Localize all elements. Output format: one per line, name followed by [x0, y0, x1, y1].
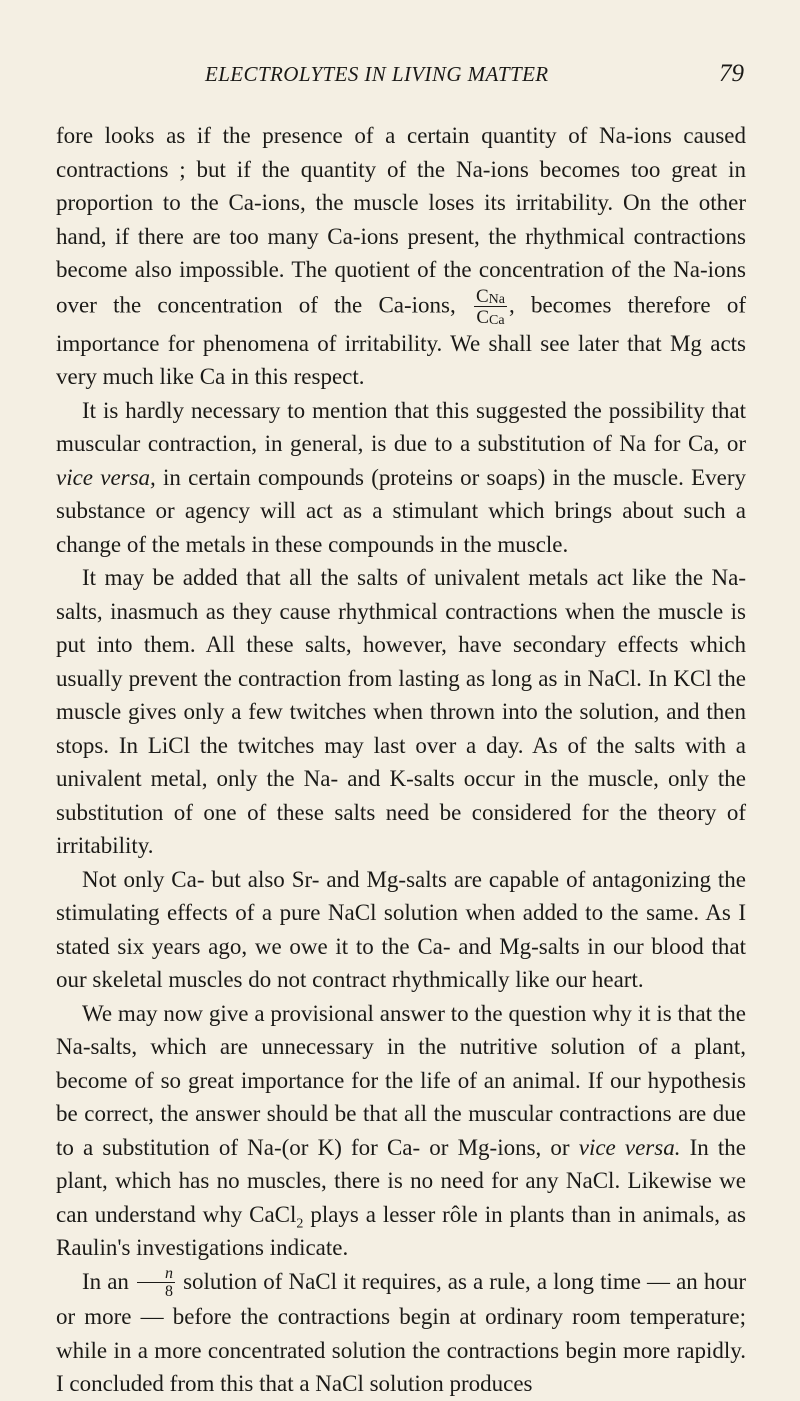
paragraph-4: Not only Ca- but also Sr- and Mg-salts are capable of antagonizing the stimulating effects of a pure NaCl solution when added to the same. As I stated six years ago, we owe it to the Ca- and Mg-salts in our blood that our skeletal muscles do not contract rhythmically like our heart.: [56, 866, 746, 992]
paragraph-2-italic: vice versa,: [56, 464, 156, 490]
quotient-denominator: [474, 307, 507, 327]
normality-fraction: [137, 1266, 175, 1300]
paragraph-5-text-a: We may now give a provisional answer to the question why it is that the Na-salts, which are unnecessary in the nutritive solution of a plant, become of so great importance for the life of an animal. If our hypothesis be correct, the answer should be that all the muscular contractions are due to a substitution of Na-(or K) for Ca- or Mg-ions, or: [56, 1000, 746, 1160]
paragraph-6-text-a: In an: [82, 1268, 129, 1294]
page-header: [0, 62, 800, 96]
normality-denominator: 8: [165, 1283, 173, 1301]
quotient-denominator-symbol: C: [476, 306, 490, 328]
page-number: 79: [719, 60, 744, 87]
paragraph-5: [56, 997, 746, 1265]
normality-numerator: n: [137, 1266, 175, 1283]
paragraph-1-text-a: fore looks as if the presence of a certain quantity of Na-ions caused contractions ; but if the quantity of the Na-ions becomes too great in proportion to the Ca-ions, the muscle loses its irritability. On the other hand, if there are too many Ca-ions present, the rhythmical contractions become also impossible. The quotient of the concentration of the Na-ions over the concentration of the Ca-ions,: [56, 123, 746, 317]
paragraph-6-text-b: solution of NaCl it requires, as a rule, a long time — an hour or more — before the contractions begin at ordinary room temperature; while in a more concentrated solution the contractions begin more rapidly. I concluded from this that a NaCl solution produces: [56, 1268, 746, 1397]
paragraph-1-text-b: , becomes therefore of importance for phenomena of irritability. We shall see later that Mg acts very much like Ca in this respect.: [56, 291, 747, 389]
quotient-numerator-subscript: Na: [488, 291, 505, 307]
paragraph-1: [56, 119, 746, 394]
paragraph-5-italic: vice versa.: [578, 1134, 681, 1160]
body-text: [56, 119, 746, 1401]
paragraph-2-text-a: It is hardly necessary to mention that this suggested the possibility that muscular contraction, in general, is due to a substitution of Na for Ca, or: [56, 397, 746, 456]
paragraph-5-text-b: In the plant, which has no muscles, there is no need for any NaCl. Likewise we can understand why CaCl: [56, 1134, 747, 1227]
paragraph-2: [56, 394, 746, 562]
quotient-numerator-symbol: C: [475, 285, 489, 307]
paragraph-6: [56, 1265, 746, 1401]
running-title: ELECTROLYTES IN LIVING MATTER: [205, 62, 549, 86]
paragraph-3: It may be added that all the salts of univalent metals act like the Na-salts, inasmuch as they cause rhythmical contractions when the muscle is put into them. All these salts, however, have secondary effects which usually prevent the contraction from lasting as long as in NaCl. In KCl the muscle gives only a few twitches when thrown into the solution, and then stops. In LiCl the twitches may last over a day. As of the salts with a univalent metal, only the Na- and K-salts occur in the muscle, only the substitution of one of these salts need be considered for the theory of irritability.: [56, 565, 746, 858]
quotient-numerator: [474, 287, 507, 307]
paragraph-5-text-c: plays a lesser rôle in plants than in animals, as Raulin's investigations indicate.: [56, 1201, 746, 1260]
concentration-quotient: [474, 287, 507, 327]
paragraph-5-subscript: 2: [296, 1216, 304, 1232]
paragraph-2-text-b: in certain compounds (proteins or soaps) in the muscle. Every substance or agency will act as a stimulant which brings about such a change of the metals in these compounds in the muscle.: [56, 464, 746, 557]
quotient-denominator-subscript: Ca: [489, 312, 505, 328]
